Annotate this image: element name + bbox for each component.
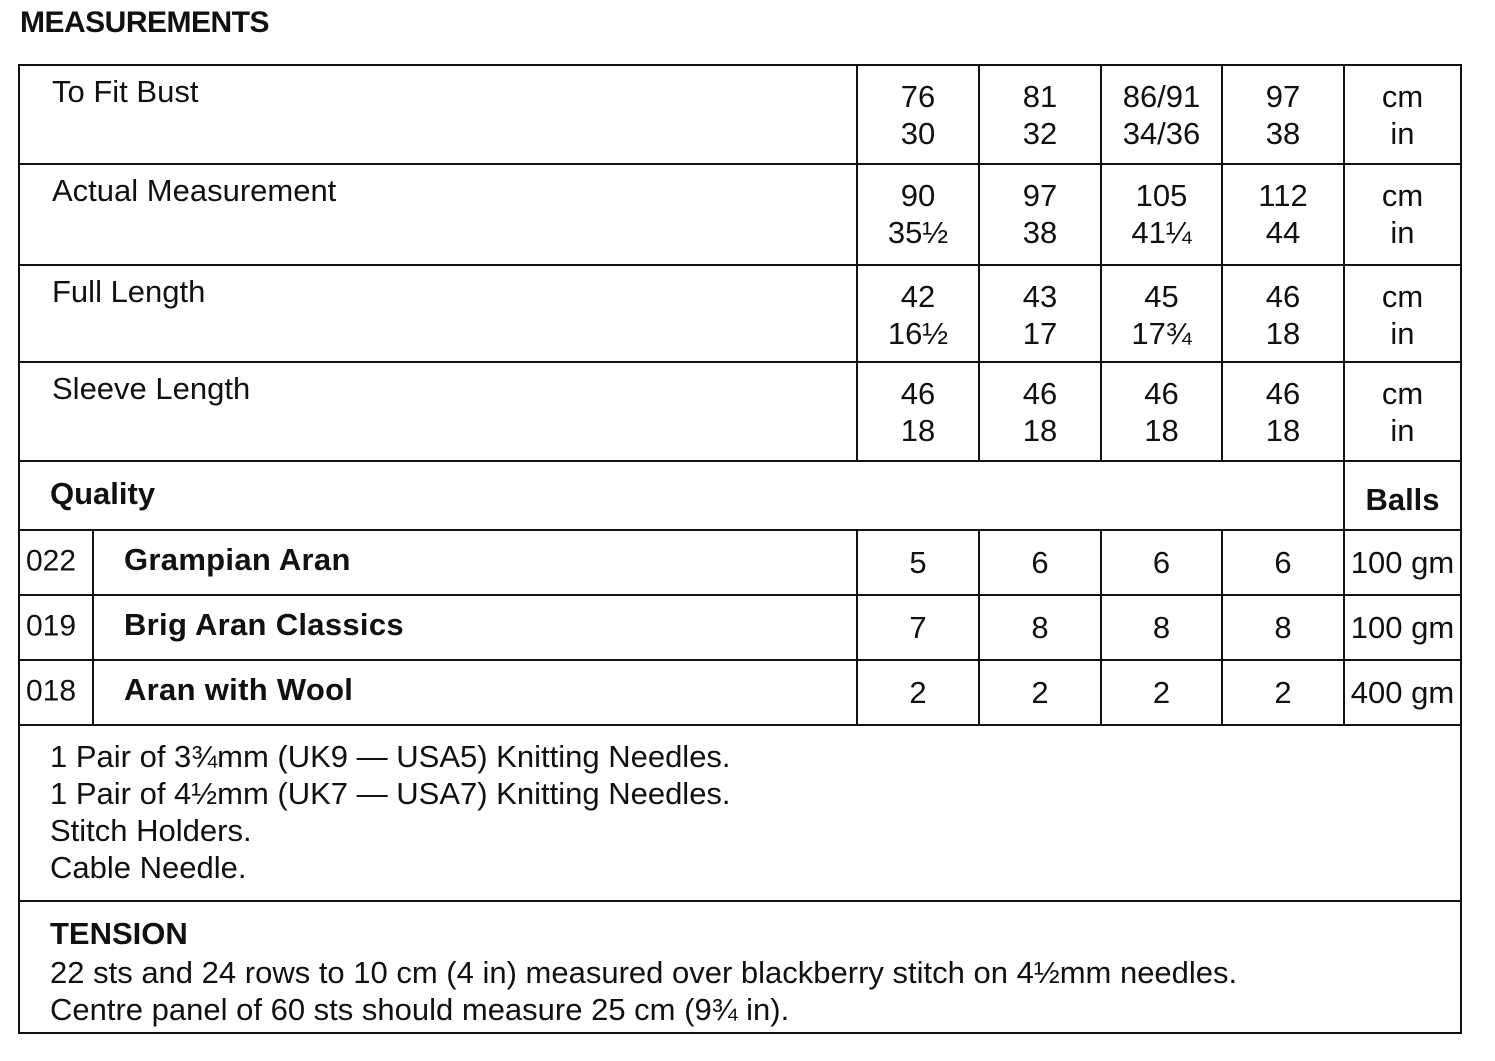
yarn-code: 019 <box>26 608 77 642</box>
needles-section <box>20 726 1460 902</box>
size-cell: 46 18 <box>856 363 978 460</box>
ball-count: 2 <box>1152 674 1171 710</box>
yarn-code: 018 <box>26 673 77 707</box>
size-cell: 46 18 <box>1221 363 1343 460</box>
quality-label: Quality <box>50 476 156 511</box>
row-label: To Fit Bust <box>52 74 199 109</box>
size-cell: 97 38 <box>1221 66 1343 163</box>
measurement-row-full-length <box>20 266 1460 363</box>
tension-line: Centre panel of 60 sts should measure 25 cm (9¾ in). <box>50 992 790 1027</box>
ball-count: 5 <box>909 544 927 580</box>
tension-title: TENSION <box>50 916 188 951</box>
ball-count: 6 <box>1152 544 1171 580</box>
needle-item: 1 Pair of 3¾mm (UK9 — USA5) Knitting Needles. <box>50 739 731 774</box>
measurement-row-actual <box>20 165 1460 266</box>
ball-count: 2 <box>909 674 927 710</box>
ball-count: 8 <box>1031 609 1049 645</box>
tension-line: 22 sts and 24 rows to 10 cm (4 in) measured over blackberry stitch on 4½mm needles. <box>50 955 1238 990</box>
measurements-table <box>18 64 1462 1034</box>
ball-weight: 100 gm <box>1350 609 1455 645</box>
code-divider <box>92 661 94 724</box>
ball-count: 8 <box>1152 609 1171 645</box>
tension-section <box>20 902 1460 1032</box>
size-cell: 105 41¼ <box>1100 165 1221 264</box>
balls-label: Balls <box>1365 482 1440 517</box>
yarn-code: 022 <box>26 543 77 577</box>
unit-cell: cm in <box>1343 363 1460 460</box>
ball-count: 7 <box>909 609 927 645</box>
unit-cell: cm in <box>1343 165 1460 264</box>
measurement-row-to-fit-bust <box>20 66 1460 165</box>
ball-count: 2 <box>1274 674 1292 710</box>
row-label: Full Length <box>52 274 206 309</box>
ball-weight: 100 gm <box>1350 544 1455 580</box>
needle-item: 1 Pair of 4½mm (UK7 — USA7) Knitting Needles. <box>50 776 731 811</box>
ball-count: 8 <box>1274 609 1292 645</box>
yarn-row <box>20 531 1460 596</box>
yarn-name: Grampian Aran <box>124 541 351 577</box>
needle-item: Stitch Holders. <box>50 813 252 848</box>
size-cell: 43 17 <box>978 266 1100 361</box>
size-cell: 81 32 <box>978 66 1100 163</box>
yarn-name: Aran with Wool <box>124 671 354 707</box>
size-cell: 42 16½ <box>856 266 978 361</box>
ball-count: 2 <box>1031 674 1049 710</box>
yarn-name: Brig Aran Classics <box>124 606 404 642</box>
size-cell: 76 30 <box>856 66 978 163</box>
yarn-row <box>20 596 1460 661</box>
size-cell: 112 44 <box>1221 165 1343 264</box>
ball-weight: 400 gm <box>1350 674 1455 710</box>
needle-item: Cable Needle. <box>50 850 247 885</box>
unit-cell: cm in <box>1343 266 1460 361</box>
ball-count: 6 <box>1031 544 1049 580</box>
measurement-row-sleeve-length <box>20 363 1460 462</box>
quality-header-row <box>20 462 1460 531</box>
size-cell: 86/91 34/36 <box>1100 66 1221 163</box>
needles-list <box>50 738 731 886</box>
row-label: Actual Measurement <box>52 173 337 208</box>
size-cell: 46 18 <box>978 363 1100 460</box>
code-divider <box>92 596 94 659</box>
size-cell: 45 17¾ <box>1100 266 1221 361</box>
unit-cell: cm in <box>1343 66 1460 163</box>
code-divider <box>92 531 94 594</box>
yarn-row <box>20 661 1460 726</box>
size-cell: 97 38 <box>978 165 1100 264</box>
row-label: Sleeve Length <box>52 371 251 406</box>
size-cell: 90 35½ <box>856 165 978 264</box>
ball-count: 6 <box>1274 544 1292 580</box>
page-title: MEASUREMENTS <box>20 6 270 39</box>
size-cell: 46 18 <box>1100 363 1221 460</box>
size-cell: 46 18 <box>1221 266 1343 361</box>
